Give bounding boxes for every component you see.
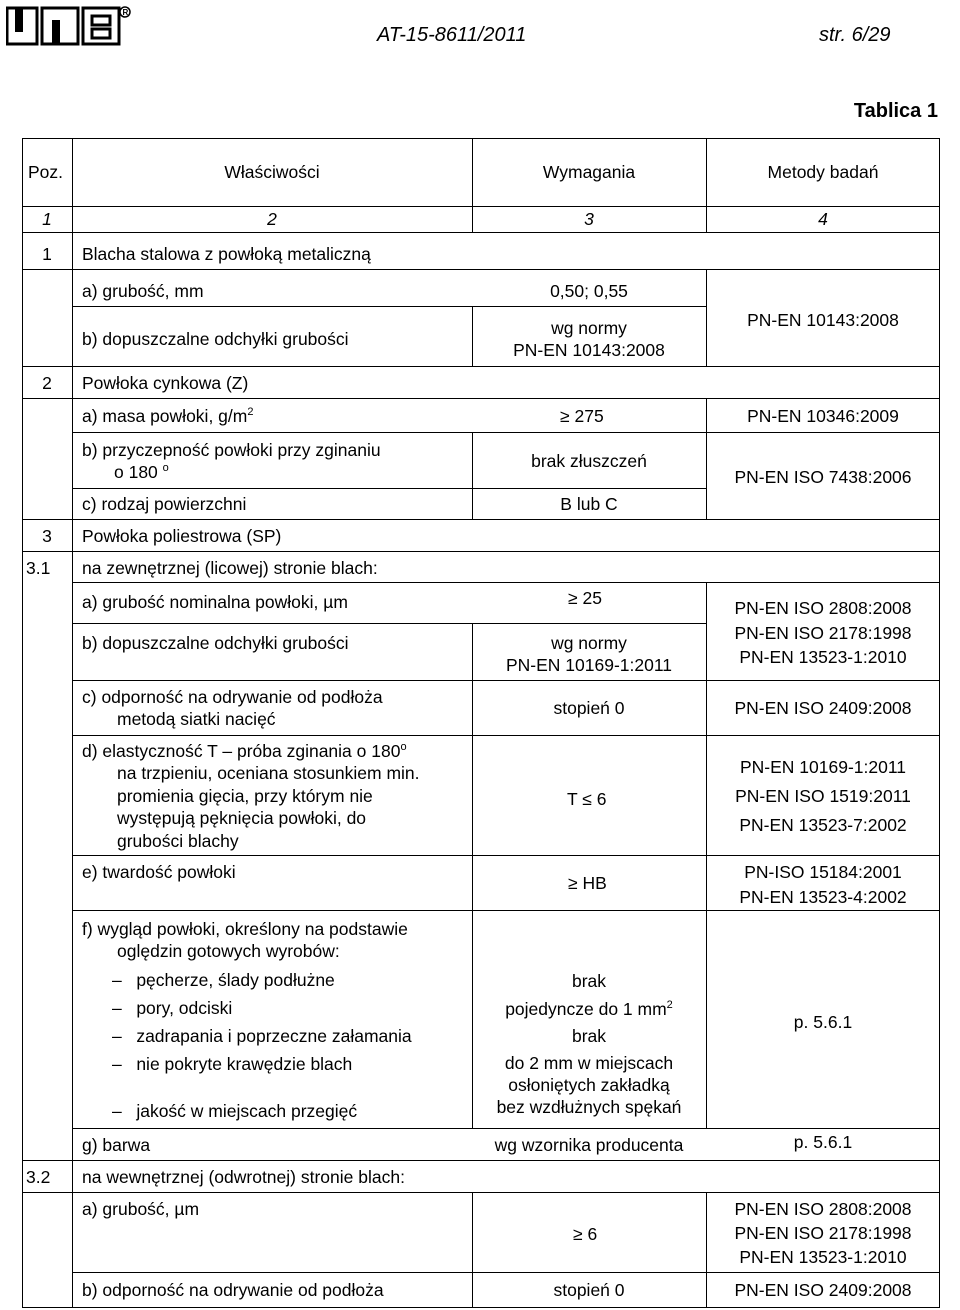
row-title: na wewnętrznej (odwrotnej) stronie blach:	[82, 1167, 405, 1187]
row-divider	[72, 432, 940, 433]
geq-icon: ≥	[568, 873, 578, 893]
test-method: PN-EN ISO 2178:1998	[734, 1223, 912, 1243]
requirement: stopień 0	[553, 1280, 625, 1300]
property: e) twardość powłoki	[82, 862, 236, 882]
property: występują pęknięcia powłoki, do	[117, 808, 367, 828]
test-method: PN-EN ISO 2178:1998	[734, 623, 912, 643]
test-method: PN-EN 13523-4:2002	[739, 887, 907, 907]
requirement: PN-EN 10143:2008	[513, 340, 665, 360]
col-number: 3	[584, 209, 594, 229]
row-divider	[72, 855, 940, 856]
property: f) wygląd powłoki, określony na podstawie	[82, 919, 408, 939]
row-divider	[22, 269, 940, 270]
row-number: 1	[42, 244, 52, 264]
requirement: brak	[571, 1026, 607, 1046]
property: c) rodzaj powierzchni	[82, 494, 247, 514]
dash-icon: –	[112, 1101, 122, 1121]
requirement: ≥ HB	[568, 873, 607, 893]
requirement: PN-EN 10169-1:2011	[505, 655, 673, 675]
row-divider	[72, 910, 940, 911]
list-item: – jakość w miejscach przegięć	[112, 1101, 358, 1121]
property: metodą siatki nacięć	[117, 709, 276, 729]
row-divider	[72, 680, 940, 681]
document-id: AT-15-8611/2011	[377, 24, 527, 46]
test-method: PN-EN 13523-1:2010	[739, 647, 907, 667]
requirement: T ≤ 6	[567, 789, 607, 809]
property: a) masa powłoki, $g/m^2$	[82, 406, 254, 426]
list-item: – pęcherze, ślady podłużne	[112, 970, 335, 990]
leq-icon: ≤	[582, 789, 592, 809]
test-method: PN-EN ISO 7438:2006	[734, 467, 912, 487]
test-method: PN-EN 13523-7:2002	[739, 815, 907, 835]
requirement: brak złuszczeń	[531, 451, 647, 471]
requirement: wg normy	[551, 633, 627, 653]
test-method: PN-EN ISO 1519:2011	[735, 786, 911, 806]
svg-text:R: R	[122, 8, 129, 17]
test-method: PN-EN 10346:2009	[747, 406, 899, 426]
test-method: PN-EN ISO 2808:2008	[734, 598, 912, 618]
geq-icon: ≥	[568, 588, 578, 608]
row-title: Blacha stalowa z powłoką metaliczną	[82, 244, 371, 264]
property: na trzpieniu, oceniana stosunkiem min.	[117, 763, 420, 783]
requirement: ≥ 275	[560, 406, 604, 426]
requirement: wg wzornika producenta	[494, 1135, 684, 1155]
col-header-poz: Poz.	[28, 162, 64, 182]
row-number: 3.2	[26, 1167, 51, 1187]
property: c) odporność na odrywanie od podłoża	[82, 687, 383, 707]
property: b) dopuszczalne odchyłki grubości	[82, 329, 349, 349]
property: b) przyczepność powłoki przy zginaniu	[82, 440, 381, 460]
property: promienia gięcia, przy którym nie	[117, 786, 373, 806]
test-method: PN-ISO 15184:2001	[744, 862, 902, 882]
list-item: – pory, odciski	[112, 998, 233, 1018]
col-number: 1	[42, 209, 52, 229]
row-divider	[22, 1160, 940, 1161]
row-divider	[22, 232, 940, 233]
test-method: PN-EN ISO 2409:2008	[734, 698, 912, 718]
property: o 180 $^o$	[114, 462, 169, 482]
property: grubości blachy	[117, 831, 239, 851]
col-number: 4	[818, 209, 828, 229]
dash-icon: –	[112, 970, 122, 990]
requirement: pojedyncze do 1 $mm^2$	[505, 999, 673, 1019]
row-number: 3.1	[26, 558, 51, 578]
page-number: str. 6/29	[819, 24, 891, 46]
geq-icon: ≥	[560, 406, 570, 426]
row-divider	[22, 398, 940, 399]
row-divider	[72, 623, 706, 624]
col-header-properties: Właściwości	[224, 162, 320, 182]
row-title: Powłoka cynkowa (Z)	[82, 373, 249, 393]
dash-icon: –	[112, 998, 122, 1018]
row-divider	[22, 1192, 940, 1193]
geq-icon: ≥	[573, 1224, 583, 1244]
requirement: ≥ 25	[568, 588, 602, 608]
row-divider	[22, 551, 940, 552]
itb-logo	[6, 6, 131, 46]
row-divider	[72, 306, 706, 307]
col-header-methods: Metody badań	[767, 162, 879, 182]
property: a) grubość nominalna powłoki, µm	[82, 592, 348, 612]
requirement: bez wzdłużnych spękań	[496, 1097, 682, 1117]
requirement: 0,50; 0,55	[550, 281, 628, 301]
row-divider	[72, 582, 940, 583]
requirement: do 2 mm w miejscach	[504, 1053, 674, 1073]
property: a) grubość, µm	[82, 1199, 200, 1219]
property: a) grubość, mm	[82, 281, 204, 301]
test-method: PN-EN ISO 2808:2008	[734, 1199, 912, 1219]
header-divider	[22, 206, 940, 207]
list-item: – nie pokryte krawędzie blach	[112, 1054, 353, 1074]
test-method: PN-EN 10169-1:2011	[739, 757, 907, 777]
test-method: p. 5.6.1	[793, 1132, 853, 1152]
dash-icon: –	[112, 1054, 122, 1074]
property: b) odporność na odrywanie od podłoża	[82, 1280, 384, 1300]
row-title: na zewnętrznej (licowej) stronie blach:	[82, 558, 378, 578]
property: g) barwa	[82, 1135, 151, 1155]
row-divider	[22, 519, 940, 520]
row-divider	[72, 735, 940, 736]
col-number: 2	[267, 209, 277, 229]
requirement: stopień 0	[553, 698, 625, 718]
requirement: ≥ 6	[573, 1224, 598, 1244]
col-divider	[72, 138, 73, 1308]
test-method: PN-EN ISO 2409:2008	[734, 1280, 912, 1300]
list-item: – zadrapania i poprzeczne załamania	[112, 1026, 412, 1046]
requirement: osłoniętych zakładką	[508, 1075, 670, 1095]
row-number: 2	[42, 373, 52, 393]
dash-icon: –	[112, 1026, 122, 1046]
row-divider	[72, 1272, 940, 1273]
test-method: PN-EN 10143:2008	[747, 310, 899, 330]
test-method: PN-EN 13523-1:2010	[739, 1247, 907, 1267]
row-divider	[22, 366, 940, 367]
row-number: 3	[42, 526, 52, 546]
row-divider	[72, 488, 706, 489]
property: oględzin gotowych wyrobów:	[117, 941, 340, 961]
requirement: brak	[571, 971, 607, 991]
requirement: wg normy	[551, 318, 627, 338]
row-divider	[72, 1128, 940, 1129]
requirement: B lub C	[560, 494, 618, 514]
property: b) dopuszczalne odchyłki grubości	[82, 633, 349, 653]
col-header-requirements: Wymagania	[542, 162, 636, 182]
property: d) elastyczność T – próba zginania o 180$^o$	[82, 741, 407, 761]
test-method: p. 5.6.1	[793, 1012, 853, 1032]
row-title: Powłoka poliestrowa (SP)	[82, 526, 282, 546]
table-title: Tablica 1	[853, 100, 938, 122]
